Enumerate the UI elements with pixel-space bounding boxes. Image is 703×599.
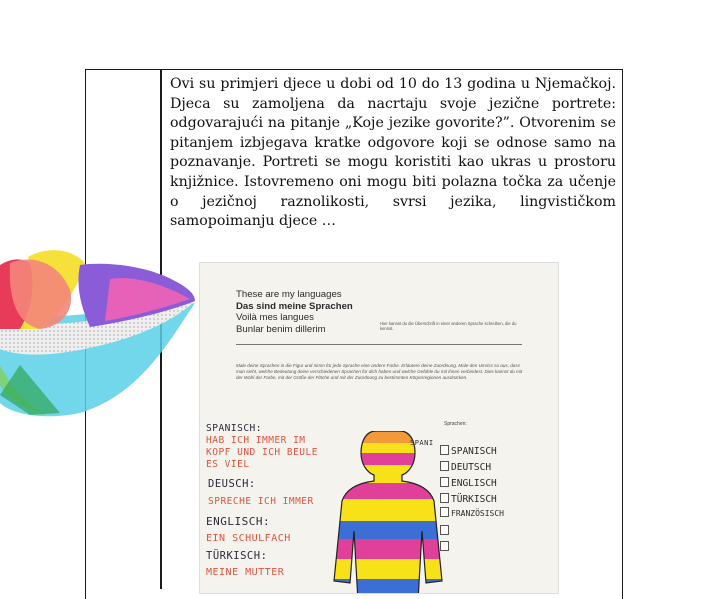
checkbox-icon [440,493,449,503]
title-en: These are my languages [236,289,342,300]
checklist-item: TÜRKISCH [440,493,497,506]
checklist-item [440,541,451,554]
checkbox-icon [440,541,449,551]
hw-englisch-head: ENGLISCH: [206,515,271,528]
child-figure-icon [328,431,448,594]
checkbox-icon [440,525,449,535]
sprachen-label: Sprachen: [444,421,467,427]
checkbox-icon [440,477,449,487]
checkbox-icon [440,461,449,471]
worksheet-titles [236,289,353,335]
checkbox-icon [440,507,449,517]
hw-deutsch-head: DEUSCH: [208,478,256,490]
hw-deutsch-text: SPRECHE ICH IMMER [208,496,314,507]
hw-spanisch-3: ES VIEL [206,459,250,470]
hw-englisch-text: EIN SCHULFACH [206,533,291,544]
checkbox-icon [440,445,449,455]
hw-spanisch-2: KOPF UND ICH BEULE [206,447,318,458]
checklist-item: DEUTSCH [440,461,491,474]
title-fr: Voilà mes langues [236,312,314,323]
description-paragraph: Ovi su primjeri djece u dobi od 10 do 13 godina u Njemačkoj. Djeca su zamoljena da nacrtaju svoje jezične portrete: odgovarajući na pitanje „Koje jezike govorite?”. Otvorenim se pitanjem izbjegava kratke odgovore koji se odnose samo na poznavanje. Portreti se mogu koristiti kao ukras u prostoru knjižnice. Istovremeno oni mogu biti polazna točka za učenje o jezičnoj raznolikosti, svrsi jezika, lingvističkom samopoimanju djece … [170,76,616,230]
hw-arrow-label: SPANI [410,439,434,447]
instructions-text: Male deine Sprachen in die Figur und nimm für jede Sprache eine andere Farbe. Erläutere deine Zuordnung. Male den Umriss so aus, dass man sieht, welche Bedeutung deine verschiedenen Sprachen für dich haben und welche Gefühle du mit ihnen verbindest. Dies kannst du mit der Wahl der Farbe, mit der Größe der Fläche und mit der Zuordnung zu bestimmten Körperregionen ausdrücken. [236,363,523,380]
checklist-item: ENGLISCH [440,477,497,490]
hw-turkisch-text: MEINE MUTTER [206,567,285,578]
underline-rule [236,344,522,345]
hw-spanisch-head: SPANISCH: [206,423,262,434]
hw-spanisch-1: HAB ICH IMMER IM [206,435,306,446]
side-note: Hier kannst du die Überschrift in einer anderen Sprache schreiben, die du kennst. [380,321,517,331]
hw-turkisch-head: TÜRKISCH: [206,550,268,562]
lips-logo-icon [0,245,200,425]
worksheet-image [199,262,559,594]
title-tr: Bunlar benim dillerim [236,323,326,335]
checklist-item [440,525,451,538]
title-de: Das sind meine Sprachen [236,300,353,312]
checklist-item: FRANZÖSISCH [440,507,504,520]
checklist-item: SPANISCH [440,445,497,458]
